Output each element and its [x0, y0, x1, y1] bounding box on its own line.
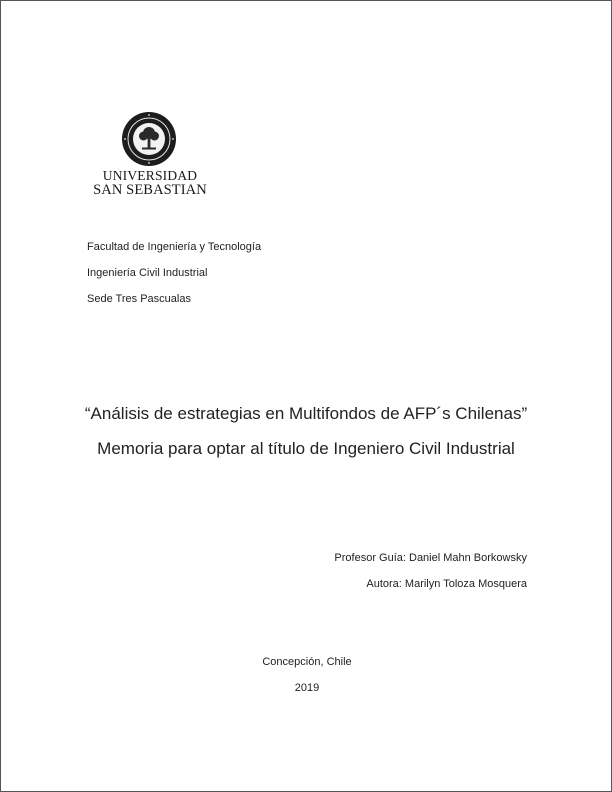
thesis-subtitle: Memoria para optar al título de Ingeniero Civil Industrial	[97, 439, 515, 458]
campus-name: Sede Tres Pascualas	[87, 293, 191, 305]
year-line: 2019	[294, 682, 320, 694]
faculty-block	[87, 241, 261, 319]
place-line: Concepción, Chile	[262, 656, 352, 668]
footer-block	[1, 656, 612, 695]
program-name: Ingeniería Civil Industrial	[87, 267, 208, 279]
wordmark-line-2: SAN SEBASTIAN	[93, 182, 207, 198]
university-wordmark	[89, 169, 211, 197]
advisor-line: Profesor Guía: Daniel Mahn Borkowsky	[334, 552, 527, 564]
university-logo	[89, 111, 211, 197]
faculty-name: Facultad de Ingeniería y Tecnología	[87, 241, 262, 253]
wordmark-line-1: UNIVERSIDAD	[102, 168, 198, 183]
authors-block	[334, 552, 527, 604]
thesis-title: “Análisis de estrategias en Multifondos de AFP´s Chilenas”	[84, 404, 528, 423]
university-seal-icon	[121, 111, 177, 167]
title-block	[71, 403, 541, 460]
author-line: Autora: Marilyn Toloza Mosquera	[366, 578, 527, 590]
